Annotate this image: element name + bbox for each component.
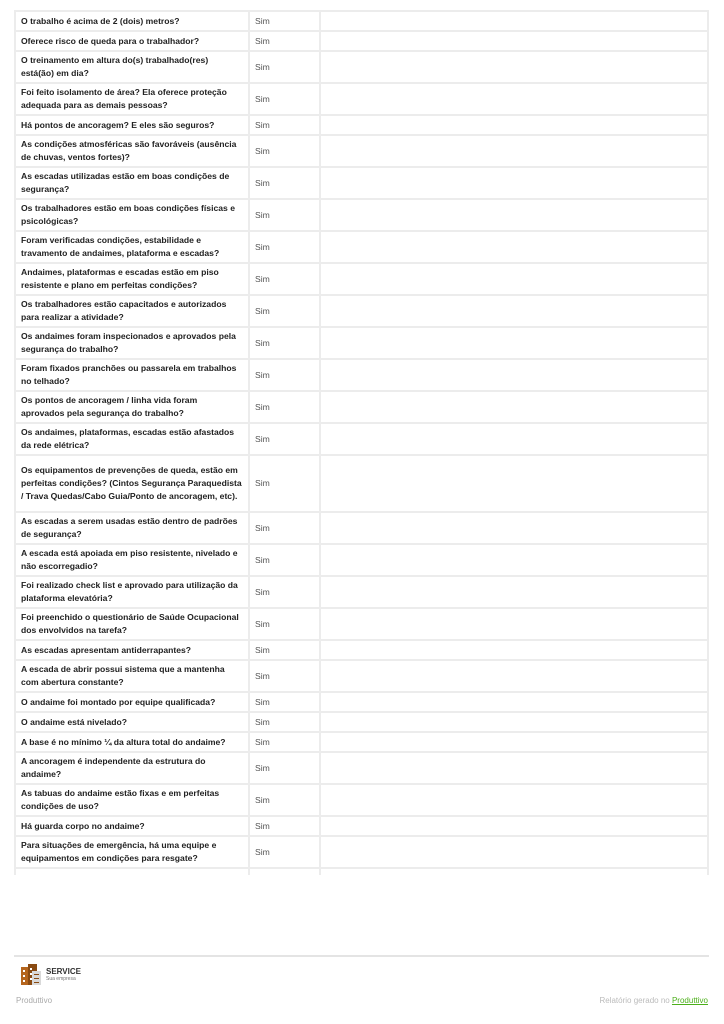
question-cell: A ancoragem é independente da estrutura do andaime?: [15, 752, 249, 784]
notes-cell: [320, 544, 708, 576]
empty-cell: [15, 868, 249, 875]
question-cell: A escada está apoiada em piso resistente, nivelado e não escorregadio?: [15, 544, 249, 576]
brand-label: Produttivo: [16, 996, 53, 1005]
answer-cell: Sim: [249, 135, 320, 167]
answer-cell: Sim: [249, 836, 320, 868]
notes-cell: [320, 135, 708, 167]
table-row: [15, 692, 708, 712]
notes-cell: [320, 295, 708, 327]
question-cell: As escadas a serem usadas estão dentro de padrões de segurança?: [15, 512, 249, 544]
answer-cell: Sim: [249, 576, 320, 608]
answer-cell: Sim: [249, 692, 320, 712]
table-row: [15, 295, 708, 327]
table-row: [15, 51, 708, 83]
table-row: [15, 752, 708, 784]
question-cell: Para situações de emergência, há uma equipe e equipamentos em condições para resgate?: [15, 836, 249, 868]
answer-cell: Sim: [249, 608, 320, 640]
notes-cell: [320, 167, 708, 199]
table-row: [15, 231, 708, 263]
question-cell: O treinamento em altura do(s) trabalhado(res) está(ão) em dia?: [15, 51, 249, 83]
empty-cell: [249, 868, 320, 875]
table-row: [15, 576, 708, 608]
company-logo: [20, 963, 81, 985]
answer-cell: Sim: [249, 544, 320, 576]
table-row: [15, 423, 708, 455]
notes-cell: [320, 423, 708, 455]
answer-cell: Sim: [249, 752, 320, 784]
notes-cell: [320, 263, 708, 295]
table-row: [15, 836, 708, 868]
table-row: [15, 11, 708, 31]
answer-cell: Sim: [249, 512, 320, 544]
question-cell: As escadas utilizadas estão em boas condições de segurança?: [15, 167, 249, 199]
generated-by: [599, 996, 708, 1005]
answer-cell: Sim: [249, 115, 320, 135]
empty-cell: [320, 868, 708, 875]
table-row: [15, 608, 708, 640]
notes-cell: [320, 231, 708, 263]
answer-cell: Sim: [249, 11, 320, 31]
answer-cell: Sim: [249, 83, 320, 115]
question-cell: Foram fixados pranchões ou passarela em trabalhos no telhado?: [15, 359, 249, 391]
empty-row: [15, 868, 708, 875]
table-row: [15, 83, 708, 115]
question-cell: Os trabalhadores estão capacitados e autorizados para realizar a atividade?: [15, 295, 249, 327]
notes-cell: [320, 608, 708, 640]
logo-subtitle: Sua empresa: [46, 975, 76, 982]
question-cell: O trabalho é acima de 2 (dois) metros?: [15, 11, 249, 31]
answer-cell: Sim: [249, 391, 320, 423]
question-cell: Os trabalhadores estão em boas condições físicas e psicológicas?: [15, 199, 249, 231]
notes-cell: [320, 327, 708, 359]
table-row: [15, 391, 708, 423]
table-row: [15, 640, 708, 660]
logo-name: SERVICE: [46, 966, 81, 976]
table-row: [15, 167, 708, 199]
notes-cell: [320, 784, 708, 816]
answer-cell: Sim: [249, 51, 320, 83]
answer-cell: Sim: [249, 327, 320, 359]
generated-prefix: Relatório gerado no: [599, 996, 670, 1005]
table-row: [15, 712, 708, 732]
answer-cell: Sim: [249, 660, 320, 692]
question-cell: Os equipamentos de prevenções de queda, estão em perfeitas condições? (Cintos Segurança Paraquedista / Trava Quedas/Cabo Guia/Ponto de ancoragem, etc).: [15, 455, 249, 512]
question-cell: Oferece risco de queda para o trabalhador?: [15, 31, 249, 51]
notes-cell: [320, 11, 708, 31]
answer-cell: Sim: [249, 231, 320, 263]
answer-cell: Sim: [249, 640, 320, 660]
question-cell: Os andaimes foram inspecionados e aprovados pela segurança do trabalho?: [15, 327, 249, 359]
answer-cell: Sim: [249, 199, 320, 231]
question-cell: Foram verificadas condições, estabilidade e travamento de andaimes, plataforma e escadas?: [15, 231, 249, 263]
question-cell: O andaime está nivelado?: [15, 712, 249, 732]
table-row: [15, 327, 708, 359]
notes-cell: [320, 836, 708, 868]
question-cell: Há pontos de ancoragem? E eles são seguros?: [15, 115, 249, 135]
notes-cell: [320, 455, 708, 512]
table-row: [15, 115, 708, 135]
question-cell: Há guarda corpo no andaime?: [15, 816, 249, 836]
table-row: [15, 544, 708, 576]
notes-cell: [320, 51, 708, 83]
notes-cell: [320, 660, 708, 692]
table-row: [15, 512, 708, 544]
notes-cell: [320, 816, 708, 836]
notes-cell: [320, 115, 708, 135]
notes-cell: [320, 359, 708, 391]
table-row: [15, 816, 708, 836]
table-row: [15, 135, 708, 167]
table-row: [15, 784, 708, 816]
question-cell: Andaimes, plataformas e escadas estão em piso resistente e plano em perfeitas condições?: [15, 263, 249, 295]
answer-cell: Sim: [249, 732, 320, 752]
table-row: [15, 660, 708, 692]
answer-cell: Sim: [249, 455, 320, 512]
question-cell: As condições atmosféricas são favoráveis (ausência de chuvas, ventos fortes)?: [15, 135, 249, 167]
question-cell: Os pontos de ancoragem / linha vida foram aprovados pela segurança do trabalho?: [15, 391, 249, 423]
answer-cell: Sim: [249, 423, 320, 455]
answer-cell: Sim: [249, 167, 320, 199]
table-row: [15, 263, 708, 295]
table-row: [15, 31, 708, 51]
notes-cell: [320, 732, 708, 752]
table-row: [15, 455, 708, 512]
notes-cell: [320, 752, 708, 784]
answer-cell: Sim: [249, 784, 320, 816]
notes-cell: [320, 712, 708, 732]
notes-cell: [320, 391, 708, 423]
answer-cell: Sim: [249, 816, 320, 836]
notes-cell: [320, 692, 708, 712]
produttivo-link[interactable]: Produttivo: [671, 996, 708, 1005]
answer-cell: Sim: [249, 295, 320, 327]
notes-cell: [320, 576, 708, 608]
building-icon: [20, 963, 42, 985]
question-cell: As escadas apresentam antiderrapantes?: [15, 640, 249, 660]
notes-cell: [320, 199, 708, 231]
question-cell: Os andaimes, plataformas, escadas estão afastados da rede elétrica?: [15, 423, 249, 455]
footer-divider: [14, 955, 709, 957]
table-row: [15, 359, 708, 391]
question-cell: Foi realizado check list e aprovado para utilização da plataforma elevatória?: [15, 576, 249, 608]
question-cell: Foi preenchido o questionário de Saúde Ocupacional dos envolvidos na tarefa?: [15, 608, 249, 640]
checklist-table: [14, 10, 709, 875]
table-row: [15, 732, 708, 752]
answer-cell: Sim: [249, 31, 320, 51]
answer-cell: Sim: [249, 712, 320, 732]
question-cell: As tabuas do andaime estão fixas e em perfeitas condições de uso?: [15, 784, 249, 816]
question-cell: A escada de abrir possui sistema que a mantenha com abertura constante?: [15, 660, 249, 692]
notes-cell: [320, 640, 708, 660]
answer-cell: Sim: [249, 359, 320, 391]
notes-cell: [320, 31, 708, 51]
table-row: [15, 199, 708, 231]
question-cell: A base é no mínimo ¼ da altura total do andaime?: [15, 732, 249, 752]
notes-cell: [320, 512, 708, 544]
question-cell: O andaime foi montado por equipe qualificada?: [15, 692, 249, 712]
question-cell: Foi feito isolamento de área? Ela oferece proteção adequada para as demais pessoas?: [15, 83, 249, 115]
answer-cell: Sim: [249, 263, 320, 295]
notes-cell: [320, 83, 708, 115]
